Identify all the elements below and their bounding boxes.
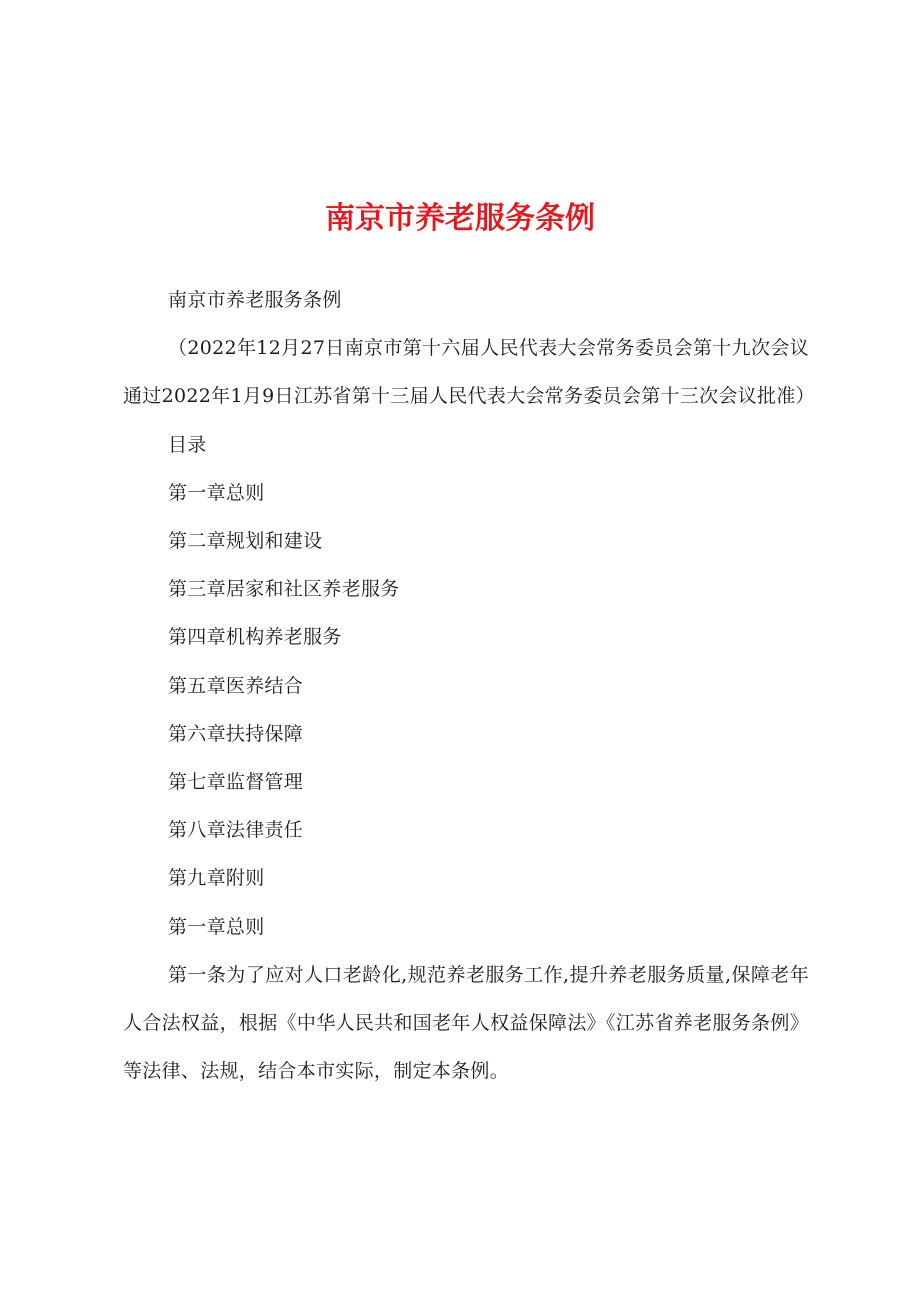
toc-item-chapter-7: 第七章监督管理	[168, 771, 304, 794]
toc-item-chapter-1: 第一章总则	[168, 481, 265, 504]
paragraph-adoption-note: （2022年12月27日南京市第十六届人民代表大会常务委员会第十九次会议通过2022年1月9日江苏省第十三届人民代表大会常务委员会第十三次会议批准）	[123, 337, 815, 408]
toc-item-chapter-6: 第六章扶持保障	[168, 722, 304, 745]
toc-item-chapter-4: 第四章机构养老服务	[168, 626, 342, 649]
article-1: 第一条为了应对人口老龄化,规范养老服务工作,提升养老服务质量,保障老年人合法权益，根据《中华人民共和国老年人权益保障法》《江苏省养老服务条例》等法律、法规，结合本市实际，制定本条例。	[123, 963, 809, 1083]
document-title: 南京市养老服务条例	[325, 201, 595, 236]
toc-item-chapter-5: 第五章医养结合	[168, 674, 304, 697]
toc-item-chapter-3: 第三章居家和社区养老服务	[168, 578, 400, 601]
paragraph-subtitle: 南京市养老服务条例	[168, 289, 342, 311]
paragraph-toc-heading: 目录	[168, 433, 207, 456]
toc-item-chapter-8: 第八章法律责任	[168, 819, 304, 842]
toc-item-chapter-9: 第九章附则	[168, 867, 265, 890]
chapter-heading: 第一章总则	[168, 915, 265, 938]
document-body	[123, 276, 815, 1095]
toc-item-chapter-2: 第二章规划和建设	[168, 530, 323, 553]
